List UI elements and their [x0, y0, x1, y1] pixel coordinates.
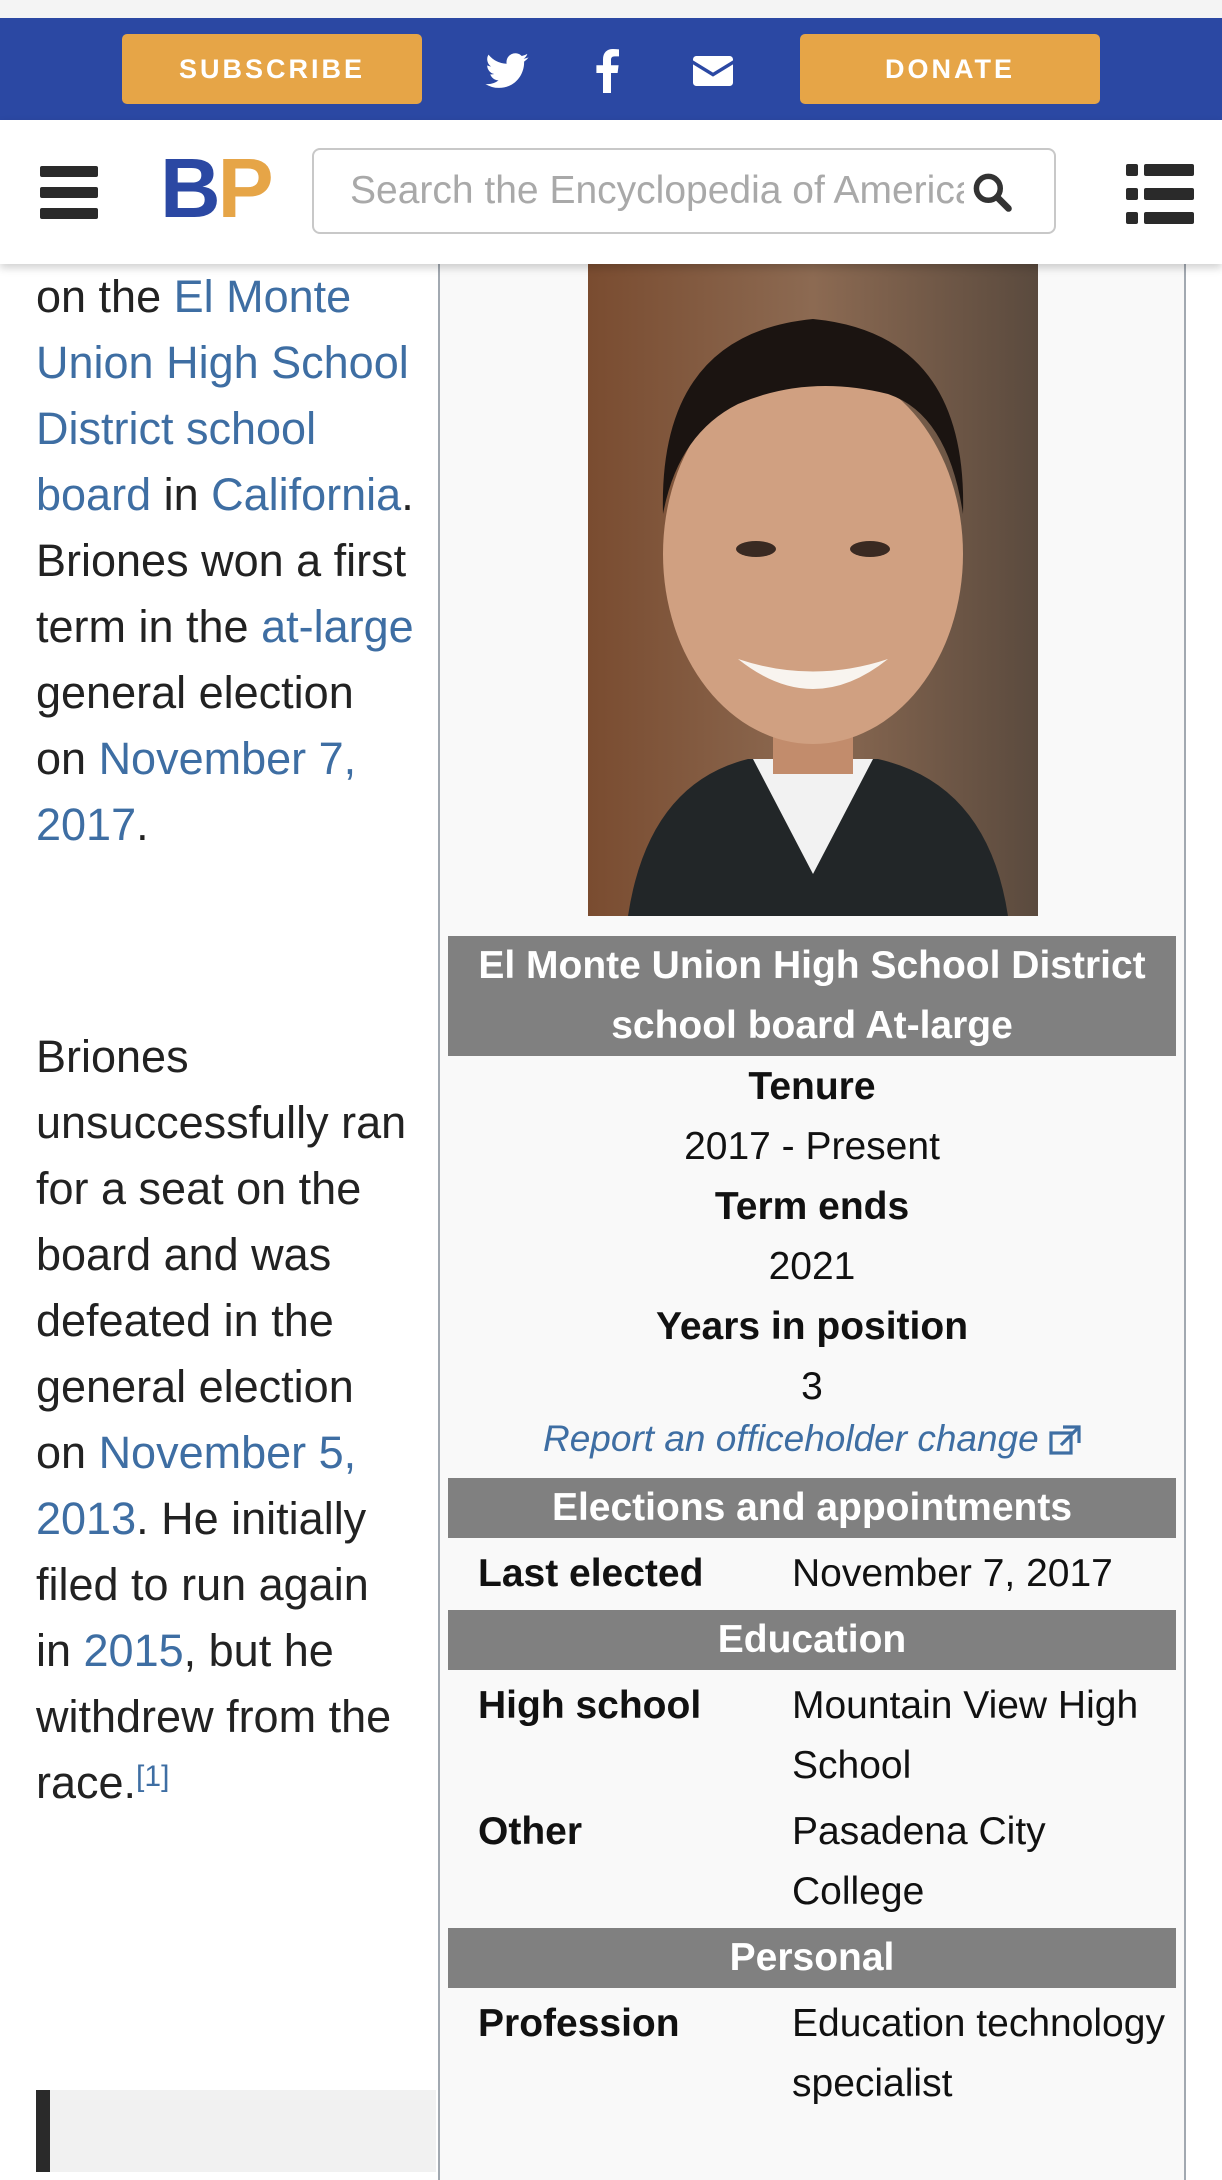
reference-link[interactable]: [1]: [136, 1760, 170, 1793]
years-in-position-value: 3: [801, 1365, 823, 1408]
term-ends-label: Term ends: [714, 1185, 910, 1228]
article-paragraph: Briones unsuccessfully ran for a seat on the board and was defeated in the general election on November 5, 2013. He initially filed to run again in 2015, but he withdrew from the race.[1]: [36, 1031, 407, 1808]
email-icon[interactable]: [688, 46, 738, 96]
high-school-value: Mountain View High School: [792, 1684, 1139, 1787]
tenure-value: 2017 - Present: [684, 1125, 940, 1168]
other-education-value: Pasadena City College: [792, 1810, 1046, 1913]
content-box: [36, 2090, 436, 2172]
tenure-label: Tenure: [748, 1065, 876, 1108]
other-education-label: Other: [478, 1810, 583, 1853]
last-elected-value: November 7, 2017: [792, 1552, 1113, 1595]
election-2013-link[interactable]: November 5, 2013: [36, 1427, 357, 1544]
status-strip: [0, 0, 1222, 18]
external-link-icon: [1049, 1425, 1081, 1455]
search-icon[interactable]: [970, 170, 1014, 214]
article-paragraph: on the El Monte Union High School District school board in California. Briones won a first term in the at-large general election on November 7, 2017.: [36, 271, 414, 850]
last-elected-label: Last elected: [478, 1552, 704, 1595]
twitter-icon[interactable]: [482, 46, 532, 96]
report-change-link[interactable]: Report an officeholder change: [448, 1418, 1176, 1460]
ballotpedia-logo[interactable]: BP: [160, 141, 271, 235]
high-school-label: High school: [478, 1684, 702, 1727]
profession-label: Profession: [478, 2002, 680, 2045]
california-link[interactable]: California: [211, 469, 402, 520]
facebook-icon[interactable]: [582, 46, 632, 96]
menu-icon[interactable]: [40, 166, 98, 220]
education-header: Education: [448, 1610, 1176, 1670]
school-district-link[interactable]: El Monte Union High School District school board: [36, 271, 409, 520]
top-banner: [0, 18, 1222, 120]
profession-value: Education technology specialist: [792, 2002, 1165, 2105]
donate-button[interactable]: DONATE: [800, 34, 1100, 104]
office-title: El Monte Union High School District school board At-large: [448, 936, 1176, 1056]
election-date-link[interactable]: November 7, 2017: [36, 733, 357, 850]
at-large-link[interactable]: at-large: [261, 601, 414, 652]
election-2015-link[interactable]: 2015: [83, 1625, 184, 1676]
search-box: [312, 148, 1056, 234]
elections-header: Elections and appointments: [448, 1478, 1176, 1538]
subscribe-button[interactable]: SUBSCRIBE: [122, 34, 422, 104]
table-of-contents-icon[interactable]: [1126, 164, 1194, 224]
years-in-position-label: Years in position: [655, 1305, 969, 1348]
officeholder-photo: [588, 264, 1038, 916]
personal-header: Personal: [448, 1928, 1176, 1988]
search-input[interactable]: [314, 150, 1054, 232]
navbar: [0, 120, 1222, 264]
term-ends-value: 2021: [768, 1245, 856, 1288]
